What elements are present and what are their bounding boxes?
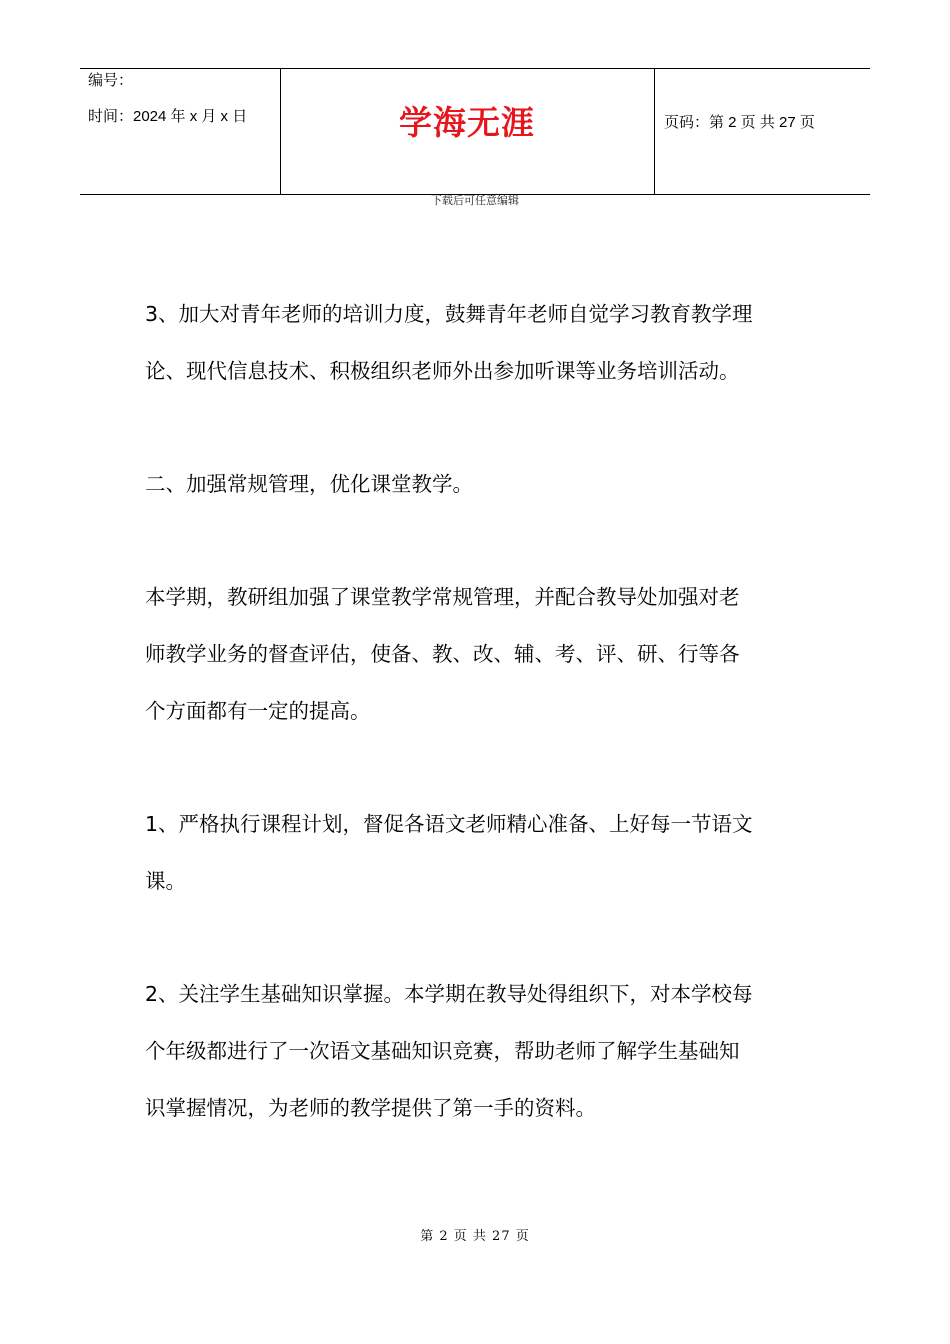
page-footer: 第 2 页 共 27 页	[420, 1229, 530, 1244]
header-divider-right	[654, 69, 655, 194]
document-header	[80, 68, 870, 195]
header-page-info: 页码：第 2 页 共 27 页	[664, 114, 815, 131]
date-label: 时间：2024 年 x 月 x 日	[88, 108, 248, 125]
paragraph: 本学期，教研组加强了课堂教学常规管理，并配合教导处加强对老 师教学业务的督查评估，使备、教、改、辅、考、评、研、行等各 个方面都有一定的提高。	[145, 585, 740, 723]
paragraph: 3、加大对青年老师的培训力度，鼓舞青年老师自觉学习教育教学理 论、现代信息技术、积极组织老师外出参加听课等业务培训活动。	[145, 302, 753, 383]
section-heading: 二、加强常规管理，优化课堂教学。	[145, 472, 473, 496]
edit-note: 下载后可任意编辑	[431, 194, 519, 207]
paragraph: 1、严格执行课程计划，督促各语文老师精心准备、上好每一节语文 课。	[145, 812, 753, 893]
serial-number-label: 编号：	[88, 72, 134, 89]
paragraph: 2、关注学生基础知识掌握。本学期在教导处得组织下，对本学校每 个年级都进行了一次语文基础知识竞赛，帮助老师了解学生基础知 识掌握情况，为老师的教学提供了第一手的资料。	[145, 982, 753, 1120]
brand-title: 学海无涯	[399, 103, 535, 142]
document-body	[145, 286, 810, 1193]
